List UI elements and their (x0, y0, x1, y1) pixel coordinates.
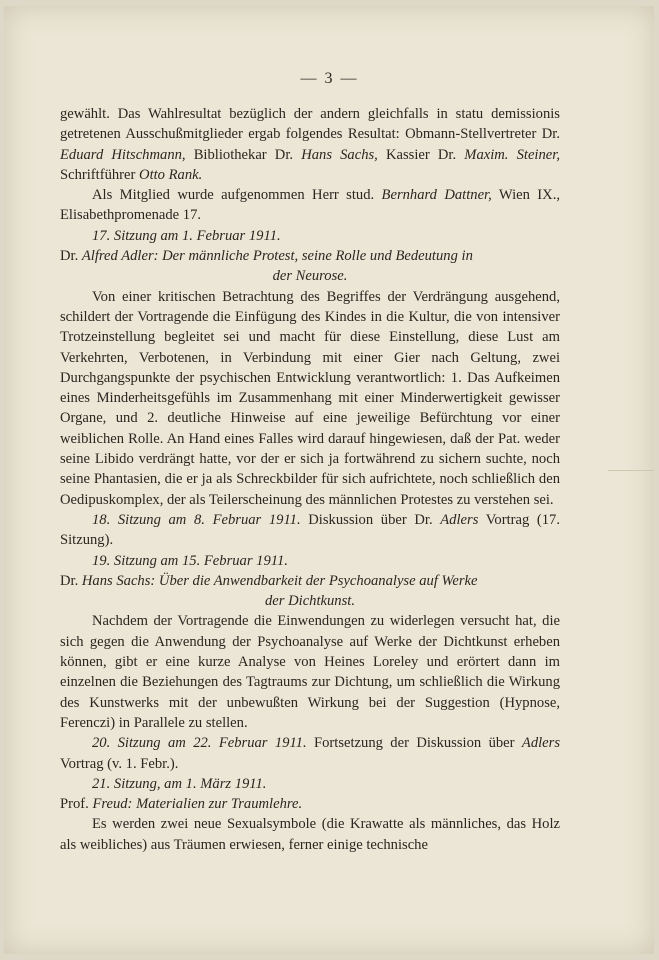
text-run: gewählt. Das Wahlresultat bezüglich der andern gleichfalls in statu demissionis getretenen Ausschußmitglieder ergab folgendes Resultat: Obmann-Stellvertreter Dr. (60, 106, 560, 143)
session-20 (60, 733, 560, 774)
paragraph-new-member (60, 185, 560, 226)
lecture-title-19 (60, 571, 560, 591)
document-body (60, 104, 560, 855)
text-run: Vortrag (v. 1. Febr.). (60, 755, 179, 772)
paragraph-election-results (60, 104, 560, 185)
lecture-title: Hans Sachs: Über die Anwendbarkeit der Psychoanalyse auf Werke (81, 572, 478, 589)
lecture-title: Freud: Materialien zur Traumlehre. (92, 796, 303, 813)
page-number: — 3 — (300, 70, 359, 87)
title-prefix: Dr. (60, 572, 82, 589)
title-prefix: Prof. (60, 796, 93, 813)
text-run: Kassier Dr. (377, 146, 465, 163)
text-run: Schriftführer (60, 166, 140, 183)
text-run: Als Mitglied wurde aufgenommen Herr stud. (92, 187, 382, 204)
lecture-title: Alfred Adler: Der männliche Protest, seine Rolle und Bedeutung in (81, 248, 473, 265)
person-name: Eduard Hitschmann, (60, 146, 186, 163)
text-run: Vortrag (17. Sitzung). (60, 511, 561, 549)
session-heading-18: 18. Sitzung am 8. Februar 1911. (92, 511, 301, 528)
session-heading-17: 17. Sitzung am 1. Februar 1911. (92, 227, 281, 244)
session-heading-19: 19. Sitzung am 15. Februar 1911. (92, 552, 288, 569)
person-name: Hans Sachs, (301, 146, 378, 163)
session-18 (60, 510, 560, 551)
lecture-title-17 (60, 246, 560, 266)
title-prefix: Dr. (60, 248, 82, 265)
text-run: Fortsetzung der Diskussion über (306, 735, 522, 752)
person-name: Adlers (440, 511, 479, 528)
person-name: Adlers (521, 735, 561, 752)
text-run: Diskussion über Dr. (300, 511, 441, 528)
person-name: Maxim. Steiner, (464, 146, 560, 163)
paragraph-sachs-summary: Nachdem der Vortragende die Einwendungen zu widerlegen versucht hat, die sich gegen die Anwendung der Psychoanalyse auf Werke der Dichtkunst erheben können, gibt er eine kurze Analyse von Heines Loreley und erörtert dann im einzelnen die Beziehungen des Tagtraums zur Dichtung, um schließlich die Wirkung des Kunstwerks mit der unbewußten Wirkung bei der Suggestion (Hypnose, Ferenczi) in Parallele zu stellen. (60, 613, 560, 731)
person-name: Bernhard Dattner, (381, 187, 492, 204)
lecture-title-continuation-17: der Neurose. (272, 268, 348, 285)
text-run: Bibliothekar Dr. (185, 146, 302, 163)
session-heading-21: 21. Sitzung, am 1. März 1911. (92, 775, 267, 792)
session-heading-20: 20. Sitzung am 22. Februar 1911. (92, 735, 307, 752)
paragraph-adler-summary: Von einer kritischen Betrachtung des Begriffes der Verdrängung ausgehend, schildert der Vortragende die Einfügung des Kindes in die Kultur, die von intensiver Trotzeinstellung begleitet sei und macht für diese Einstellung, diese Lust am Verkehrten, Verbotenen, in Verbindung mit einer Gier nach Geltung, zwei Durchgangspunkte der psychischen Entwicklung verantwortlich: 1. Das Aufkeimen eines Minderheitsgefühls im Zusammenhang mit einer Minderwertigkeit gewisser Organe, und 2. deutliche Hinweise auf eine jeweilige Befürchtung vor einer weiblichen Rolle. An Hand eines Falles wird darauf hingewiesen, daß der Pat. weder seine Libido verdrängt hatte, vor der er sich ja fortwährend zu sichern suchte, noch seine Phantasien, die er ja als Schreckbilder für sich aufrichtete, noch schließlich den Oedipuskomplex, der als Teilerscheinung des männlichen Protestes zu verstehen sei. (60, 288, 560, 508)
paragraph-freud-summary: Es werden zwei neue Sexualsymbole (die Krawatte als männliches, das Holz als weibliches) aus Träumen erwiesen, ferner einige technische (60, 816, 560, 853)
paper-crease (608, 470, 654, 471)
lecture-title-continuation-19: der Dichtkunst. (265, 593, 355, 610)
text-run: Wien IX., Elisabethpromenade 17. (60, 187, 560, 224)
person-name: Otto Rank. (139, 166, 203, 183)
lecture-title-21 (60, 794, 560, 814)
